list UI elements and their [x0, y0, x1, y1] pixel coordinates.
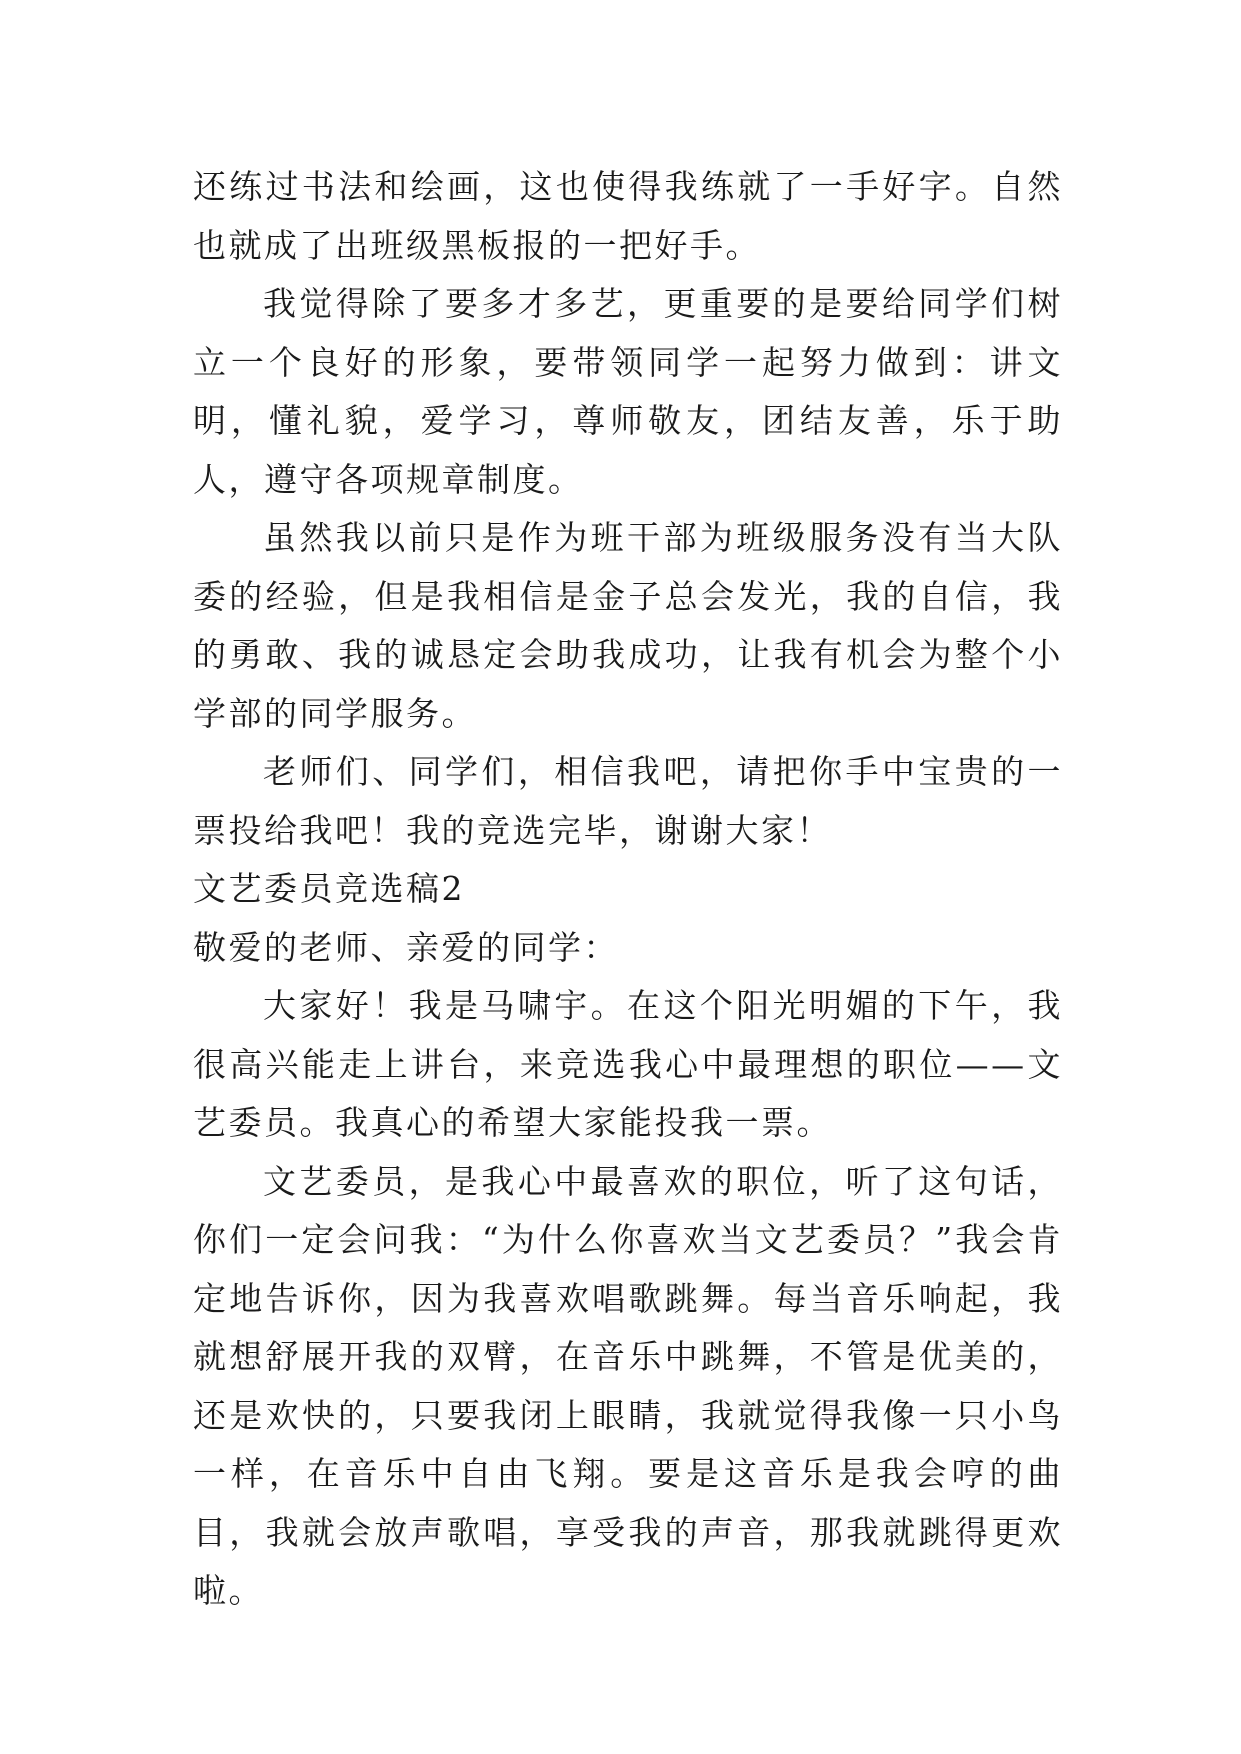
paragraph-6: 文艺委员，是我心中最喜欢的职位，听了这句话，你们一定会问我：“为什么你喜欢当文艺委员？”我会肯定地告诉你，因为我喜欢唱歌跳舞。每当音乐响起，我就想舒展开我的双臂，在音乐中跳舞，不管是优美的，还是欢快的，只要我闭上眼睛，我就觉得我像一只小鸟一样，在音乐中自由飞翔。要是这音乐是我会哼的曲目，我就会放声歌唱，享受我的声音，那我就跳得更欢啦。 — [193, 1161, 1063, 1610]
paragraph-3: 虽然我以前只是作为班干部为班级服务没有当大队委的经验，但是我相信是金子总会发光，我的自信，我的勇敢、我的诚恳定会助我成功，让我有机会为整个小学部的同学服务。 — [193, 518, 1063, 733]
paragraph-2: 我觉得除了要多才多艺，更重要的是要给同学们树立一个良好的形象，要带领同学一起努力做到：讲文明，懂礼貌，爱学习，尊师敬友，团结友善，乐于助人，遵守各项规章制度。 — [193, 284, 1063, 499]
paragraph-1: 还练过书法和绘画，这也使得我练就了一手好字。自然也就成了出班级黑板报的一把好手。 — [193, 167, 1063, 265]
salutation: 敬爱的老师、亲爱的同学： — [193, 927, 619, 967]
paragraph-5: 大家好！我是马啸宇。在这个阳光明媚的下午，我很高兴能走上讲台，来竞选我心中最理想的职位——文艺委员。我真心的希望大家能投我一票。 — [193, 986, 1063, 1142]
document-body — [193, 158, 1063, 1621]
section-title: 文艺委员竞选稿2 — [193, 869, 465, 908]
paragraph-4: 老师们、同学们，相信我吧，请把你手中宝贵的一票投给我吧！我的竞选完毕，谢谢大家！ — [193, 752, 1063, 850]
